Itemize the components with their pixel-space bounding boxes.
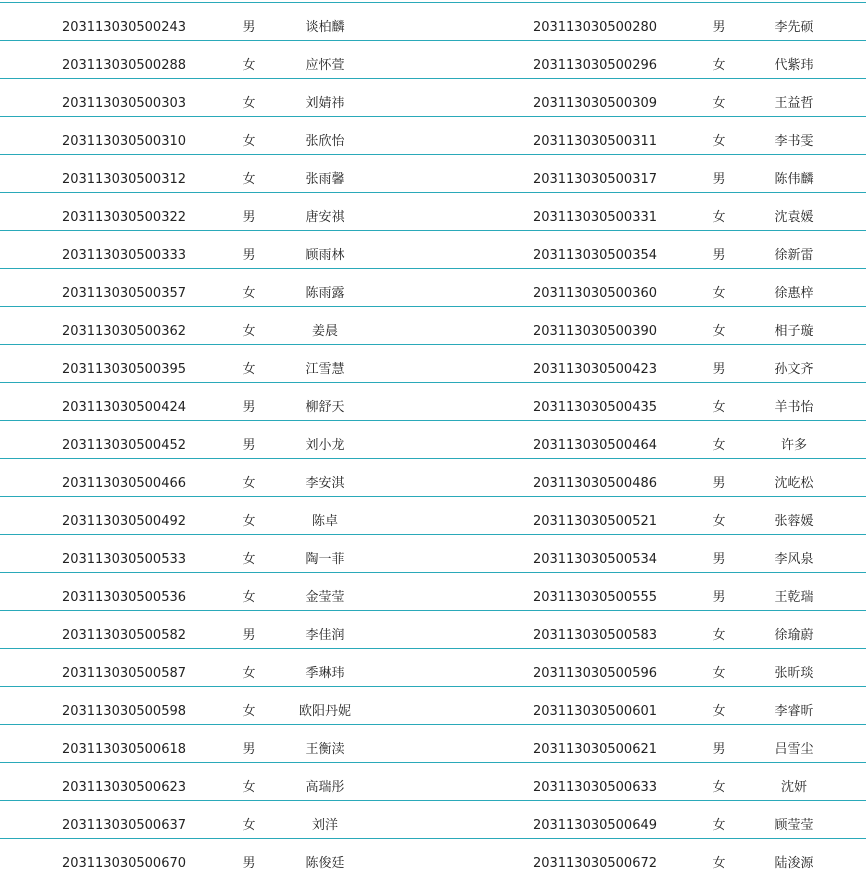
gender-cell: 男	[712, 590, 726, 605]
gender-cell: 女	[242, 780, 256, 795]
gender-cell: 男	[242, 438, 256, 453]
student-name-cell: 张蓉媛	[774, 514, 814, 529]
gender-cell: 男	[242, 248, 256, 263]
student-name-cell: 王衡渎	[305, 742, 345, 757]
student-name-cell: 刘小龙	[305, 438, 345, 453]
gender-cell: 女	[712, 514, 726, 529]
student-name-cell: 徐新雷	[774, 248, 814, 263]
table-row	[0, 40, 866, 78]
student-id-cell: 203113030500317	[532, 172, 658, 187]
gender-cell: 女	[712, 96, 726, 111]
student-id-cell: 203113030500492	[61, 514, 187, 529]
table-row	[0, 78, 866, 116]
student-id-cell: 203113030500296	[532, 58, 658, 73]
gender-cell: 男	[712, 362, 726, 377]
gender-cell: 男	[712, 476, 726, 491]
student-id-cell: 203113030500435	[532, 400, 658, 415]
gender-cell: 女	[242, 324, 256, 339]
student-name-cell: 李安淇	[305, 476, 345, 491]
student-name-cell: 王益哲	[774, 96, 814, 111]
table-row	[0, 268, 866, 306]
gender-cell: 女	[242, 96, 256, 111]
student-name-cell: 刘婧祎	[305, 96, 345, 111]
gender-cell: 男	[712, 552, 726, 567]
gender-cell: 女	[712, 818, 726, 833]
gender-cell: 女	[242, 514, 256, 529]
student-name-cell: 谈柏麟	[305, 20, 345, 35]
gender-cell: 女	[712, 286, 726, 301]
student-name-cell: 沈屹松	[774, 476, 814, 491]
gender-cell: 女	[242, 590, 256, 605]
student-id-cell: 203113030500243	[61, 20, 187, 35]
gender-cell: 女	[242, 134, 256, 149]
student-id-cell: 203113030500536	[61, 590, 187, 605]
gender-cell: 女	[242, 172, 256, 187]
table-row	[0, 496, 866, 534]
student-id-cell: 203113030500486	[532, 476, 658, 491]
student-name-cell: 季琳玮	[305, 666, 345, 681]
student-id-cell: 203113030500280	[532, 20, 658, 35]
student-id-cell: 203113030500670	[61, 856, 187, 871]
table-row	[0, 382, 866, 420]
gender-cell: 女	[242, 58, 256, 73]
gender-cell: 男	[242, 628, 256, 643]
student-name-cell: 李先硕	[774, 20, 814, 35]
gender-cell: 女	[712, 438, 726, 453]
student-name-cell: 江雪慧	[305, 362, 345, 377]
student-name-cell: 陈俊廷	[305, 856, 345, 871]
table-row	[0, 800, 866, 838]
gender-cell: 女	[242, 362, 256, 377]
student-id-cell: 203113030500587	[61, 666, 187, 681]
student-name-cell: 刘洋	[311, 818, 338, 833]
student-name-cell: 唐安祺	[305, 210, 345, 225]
gender-cell: 男	[242, 742, 256, 757]
table-row	[0, 116, 866, 154]
student-id-cell: 203113030500533	[61, 552, 187, 567]
student-name-cell: 顾莹莹	[774, 818, 814, 833]
gender-cell: 女	[712, 324, 726, 339]
student-id-cell: 203113030500672	[532, 856, 658, 871]
student-name-cell: 李风泉	[774, 552, 814, 567]
gender-cell: 女	[712, 134, 726, 149]
student-name-cell: 王乾瑞	[774, 590, 814, 605]
student-id-cell: 203113030500423	[532, 362, 658, 377]
student-name-cell: 徐惠梓	[774, 286, 814, 301]
gender-cell: 男	[712, 248, 726, 263]
table-row	[0, 572, 866, 610]
table-row	[0, 230, 866, 268]
gender-cell: 女	[712, 780, 726, 795]
student-id-cell: 203113030500623	[61, 780, 187, 795]
gender-cell: 男	[712, 172, 726, 187]
gender-cell: 女	[712, 704, 726, 719]
table-row	[0, 724, 866, 762]
student-id-cell: 203113030500362	[61, 324, 187, 339]
gender-cell: 男	[712, 742, 726, 757]
student-name-cell: 姜晨	[311, 324, 338, 339]
gender-cell: 女	[242, 818, 256, 833]
gender-cell: 男	[242, 20, 256, 35]
table-row	[0, 648, 866, 686]
student-name-cell: 羊书怡	[774, 400, 814, 415]
gender-cell: 女	[242, 476, 256, 491]
student-name-cell: 李书雯	[774, 134, 814, 149]
gender-cell: 女	[712, 628, 726, 643]
table-row	[0, 686, 866, 724]
gender-cell: 男	[712, 20, 726, 35]
table-row	[0, 534, 866, 572]
student-name-cell: 顾雨林	[305, 248, 345, 263]
student-name-cell: 陈雨露	[305, 286, 345, 301]
student-name-cell: 应怀萱	[305, 58, 345, 73]
student-id-cell: 203113030500633	[532, 780, 658, 795]
student-id-cell: 203113030500331	[532, 210, 658, 225]
student-name-cell: 吕雪尘	[774, 742, 814, 757]
student-name-cell: 金莹莹	[305, 590, 345, 605]
table-row	[0, 420, 866, 458]
student-name-cell: 张欣怡	[305, 134, 345, 149]
table-row	[0, 610, 866, 648]
student-id-cell: 203113030500360	[532, 286, 658, 301]
student-name-cell: 陈伟麟	[774, 172, 814, 187]
student-name-cell: 陶一菲	[305, 552, 345, 567]
student-id-cell: 203113030500534	[532, 552, 658, 567]
gender-cell: 女	[242, 286, 256, 301]
student-id-cell: 203113030500322	[61, 210, 187, 225]
student-name-cell: 张昕琰	[774, 666, 814, 681]
table-row	[0, 838, 866, 876]
table-row	[0, 306, 866, 344]
student-name-cell: 沈袁媛	[774, 210, 814, 225]
gender-cell: 女	[712, 666, 726, 681]
student-id-cell: 203113030500601	[532, 704, 658, 719]
gender-cell: 女	[712, 400, 726, 415]
student-name-cell: 沈妍	[780, 780, 807, 795]
student-name-cell: 徐瑜蔚	[774, 628, 814, 643]
student-id-cell: 203113030500333	[61, 248, 187, 263]
gender-cell: 女	[242, 666, 256, 681]
student-id-cell: 203113030500466	[61, 476, 187, 491]
student-id-cell: 203113030500309	[532, 96, 658, 111]
student-name-cell: 相子璇	[774, 324, 814, 339]
student-id-cell: 203113030500583	[532, 628, 658, 643]
student-name-cell: 柳舒天	[305, 400, 345, 415]
gender-cell: 男	[242, 856, 256, 871]
table-row	[0, 2, 866, 40]
student-id-cell: 203113030500452	[61, 438, 187, 453]
gender-cell: 男	[242, 400, 256, 415]
table-row	[0, 154, 866, 192]
student-id-cell: 203113030500288	[61, 58, 187, 73]
student-id-cell: 203113030500464	[532, 438, 658, 453]
student-name-cell: 李佳润	[305, 628, 345, 643]
student-name-cell: 李睿昕	[774, 704, 814, 719]
student-id-cell: 203113030500621	[532, 742, 658, 757]
student-id-cell: 203113030500582	[61, 628, 187, 643]
student-id-cell: 203113030500357	[61, 286, 187, 301]
student-id-cell: 203113030500390	[532, 324, 658, 339]
gender-cell: 女	[712, 58, 726, 73]
student-name-cell: 陈卓	[311, 514, 338, 529]
gender-cell: 男	[242, 210, 256, 225]
student-id-cell: 203113030500637	[61, 818, 187, 833]
table-row	[0, 344, 866, 382]
student-id-cell: 203113030500311	[532, 134, 658, 149]
gender-cell: 女	[712, 856, 726, 871]
student-id-cell: 203113030500596	[532, 666, 658, 681]
student-name-cell: 高瑞彤	[305, 780, 345, 795]
gender-cell: 女	[242, 552, 256, 567]
student-id-cell: 203113030500354	[532, 248, 658, 263]
student-name-cell: 许多	[780, 438, 807, 453]
student-id-cell: 203113030500395	[61, 362, 187, 377]
student-id-cell: 203113030500521	[532, 514, 658, 529]
student-name-cell: 代紫玮	[774, 58, 814, 73]
student-id-cell: 203113030500312	[61, 172, 187, 187]
student-id-cell: 203113030500618	[61, 742, 187, 757]
student-id-cell: 203113030500649	[532, 818, 658, 833]
student-name-cell: 孙文齐	[774, 362, 814, 377]
table-row	[0, 458, 866, 496]
student-id-cell: 203113030500424	[61, 400, 187, 415]
student-id-cell: 203113030500310	[61, 134, 187, 149]
table-row	[0, 192, 866, 230]
student-name-cell: 张雨馨	[305, 172, 345, 187]
student-id-cell: 203113030500555	[532, 590, 658, 605]
student-name-cell: 欧阳丹妮	[298, 704, 351, 719]
table-row	[0, 762, 866, 800]
student-id-cell: 203113030500598	[61, 704, 187, 719]
gender-cell: 女	[242, 704, 256, 719]
student-id-cell: 203113030500303	[61, 96, 187, 111]
student-name-cell: 陆浚源	[774, 856, 814, 871]
gender-cell: 女	[712, 210, 726, 225]
